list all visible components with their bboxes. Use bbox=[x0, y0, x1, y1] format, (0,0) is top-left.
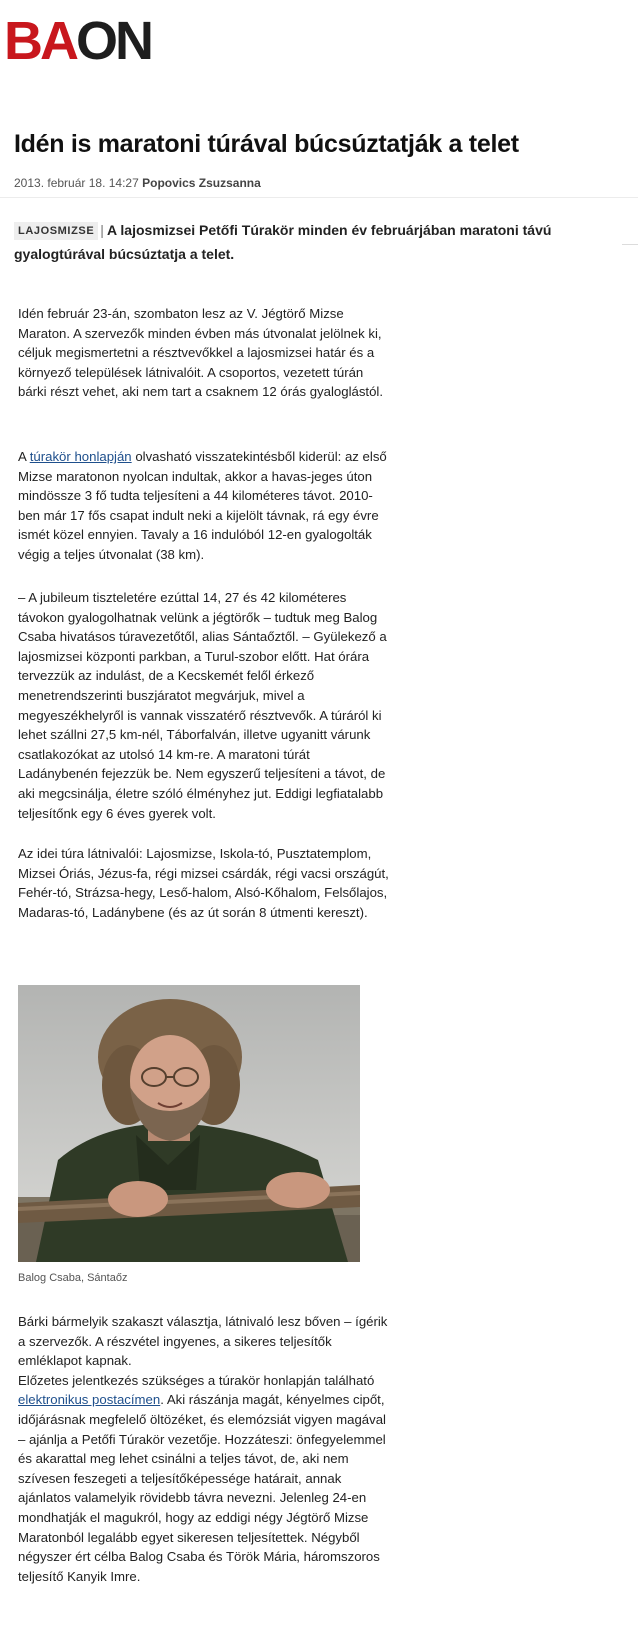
paragraph-1 bbox=[18, 304, 390, 402]
tag-separator: | bbox=[100, 222, 104, 238]
paragraph-5b-text bbox=[18, 1371, 390, 1587]
photo-caption: Balog Csaba, Sántaőz bbox=[18, 1272, 128, 1284]
paragraph-4 bbox=[18, 844, 390, 922]
paragraph-4-text: Az idei túra látnivalói: Lajosmizse, Iskola-tó, Pusztatemplom, Mizsei Óriás, Jézus-fa, régi mizsei csárdák, régi vacsi országút, Fehér-tó, Strázsa-hegy, Leső-halom, Alsó-Kőhalom, Felsőlajos, Madaras-tó, Ladánybene (és az út során 8 útmenti kereszt). bbox=[18, 846, 389, 920]
logo-on: ON bbox=[76, 11, 151, 71]
article-title: Idén is maratoni túrával búcsúztatják a telet bbox=[14, 130, 519, 158]
lead-text: A lajosmizsei Petőfi Túrakör minden év februárjában maratoni távú gyalogtúrával búcsúztatja a telet. bbox=[14, 222, 552, 262]
paragraph-3 bbox=[18, 588, 390, 823]
site-logo[interactable] bbox=[4, 11, 151, 71]
paragraph-5 bbox=[18, 1312, 390, 1586]
paragraph-5b-prefix: Előzetes jelentkezés szükséges a túrakör honlapján található bbox=[18, 1372, 375, 1388]
paragraph-5a-text: Bárki bármelyik szakaszt választja, látnivaló lesz bőven – ígérik a szervezők. A részvétel ingyenes, a sikeres teljesítők emléklapot kapnak. bbox=[18, 1314, 388, 1369]
paragraph-2-prefix: A bbox=[18, 449, 30, 464]
article-photo bbox=[18, 985, 360, 1262]
article-date: 2013. február 18. 14:27 bbox=[14, 176, 139, 190]
paragraph-1-text: Idén február 23-án, szombaton lesz az V. Jégtörő Mizse Maraton. A szervezők minden évben más útvonalat jelölnek ki, céljuk megismertetni a résztvevőkkel a lajosmizsei határ és a környező települések látnivalóit. A csoportos, vezetett túrán bárki részt vehet, aki nem tart a csaknem 12 órás gyaloglástól. bbox=[18, 306, 384, 400]
paragraph-2 bbox=[18, 447, 390, 565]
header-divider bbox=[0, 197, 638, 198]
photo-image bbox=[18, 985, 360, 1262]
location-tag[interactable]: LAJOSMIZSE bbox=[14, 222, 98, 240]
paragraph-3-text: – A jubileum tiszteletére ezúttal 14, 27 és 42 kilométeres távokon gyalogolhatnak velünk a jégtörők – tudtuk meg Balog Csaba hivatásos túravezetőtől, alias Sántaőztől. – Gyülekező a lajosmizsei központi parkban, a Turul-szobor előtt. Hat órára tervezzük az indulást, de a Kecskemét felől érkező menetrendszerinti buszjáratot megvárjuk, mivel a megyeszékhelyről is vannak visszatérő résztvevők. A túráról ki lehet szállni 27,5 km-nél, Táborfalván, illetve ugyanitt várunk csatlakozókat az utolsó 14 km-re. A maratoni túrát Ladánybenén fejezzük be. Nem egyszerű teljesíteni a távot, de aki megcsinálja, életre szóló élményhez jut. Eddigi legfiatalabb teljesítőnk egy 6 éves gyerek volt. bbox=[18, 590, 387, 821]
email-address-link[interactable]: elektronikus postacímen bbox=[18, 1392, 161, 1408]
paragraph-2-rest: olvasható visszatekintésből kiderül: az első Mizse maratonon nyolcan indultak, akkor a havas-jeges úton mindössze 3 fő tudta teljesíteni a 44 kilométeres távot. 2010-ben már 17 fős csapat indult neki a kijelölt távnak, rá egy évre ismét közel ennyien. Tavaly a 16 indulóból 12-en gyalogolták végig a teljes útvonalat (38 km). bbox=[18, 449, 387, 562]
logo-ba: BA bbox=[4, 11, 76, 71]
paragraph-5b-rest: . Aki rászánja magát, kényelmes cipőt, időjárásnak megfelelő öltözéket, és elemózsiát vigyen magával – ajánlja a Petőfi Túrakör vezetője. Hozzáteszi: önfegyelemmel és akarattal meg lehet csinálni a teljes távot, de, aki nem szívesen feszegeti a teljesítőképessége határait, annak ajánlatos valamelyik rövidebb távra nevezni. Jelenleg 24-en mondhatják el magukról, hogy az eddigi négy Jégtörő Mizse Maratonból legalább egyet sikeresen teljesítettek. Négyből négyszer ért célba Balog Csaba és Török Mária, háromszoros teljesítő Kanyik Imre. bbox=[18, 1392, 386, 1584]
article-meta bbox=[14, 176, 261, 190]
article-author[interactable]: Popovics Zsuzsanna bbox=[142, 176, 261, 190]
article-lead bbox=[14, 218, 624, 266]
paragraph-2-text bbox=[18, 447, 390, 565]
turakor-homepage-link[interactable]: túrakör honlapján bbox=[29, 449, 132, 464]
lead-divider bbox=[622, 244, 638, 245]
